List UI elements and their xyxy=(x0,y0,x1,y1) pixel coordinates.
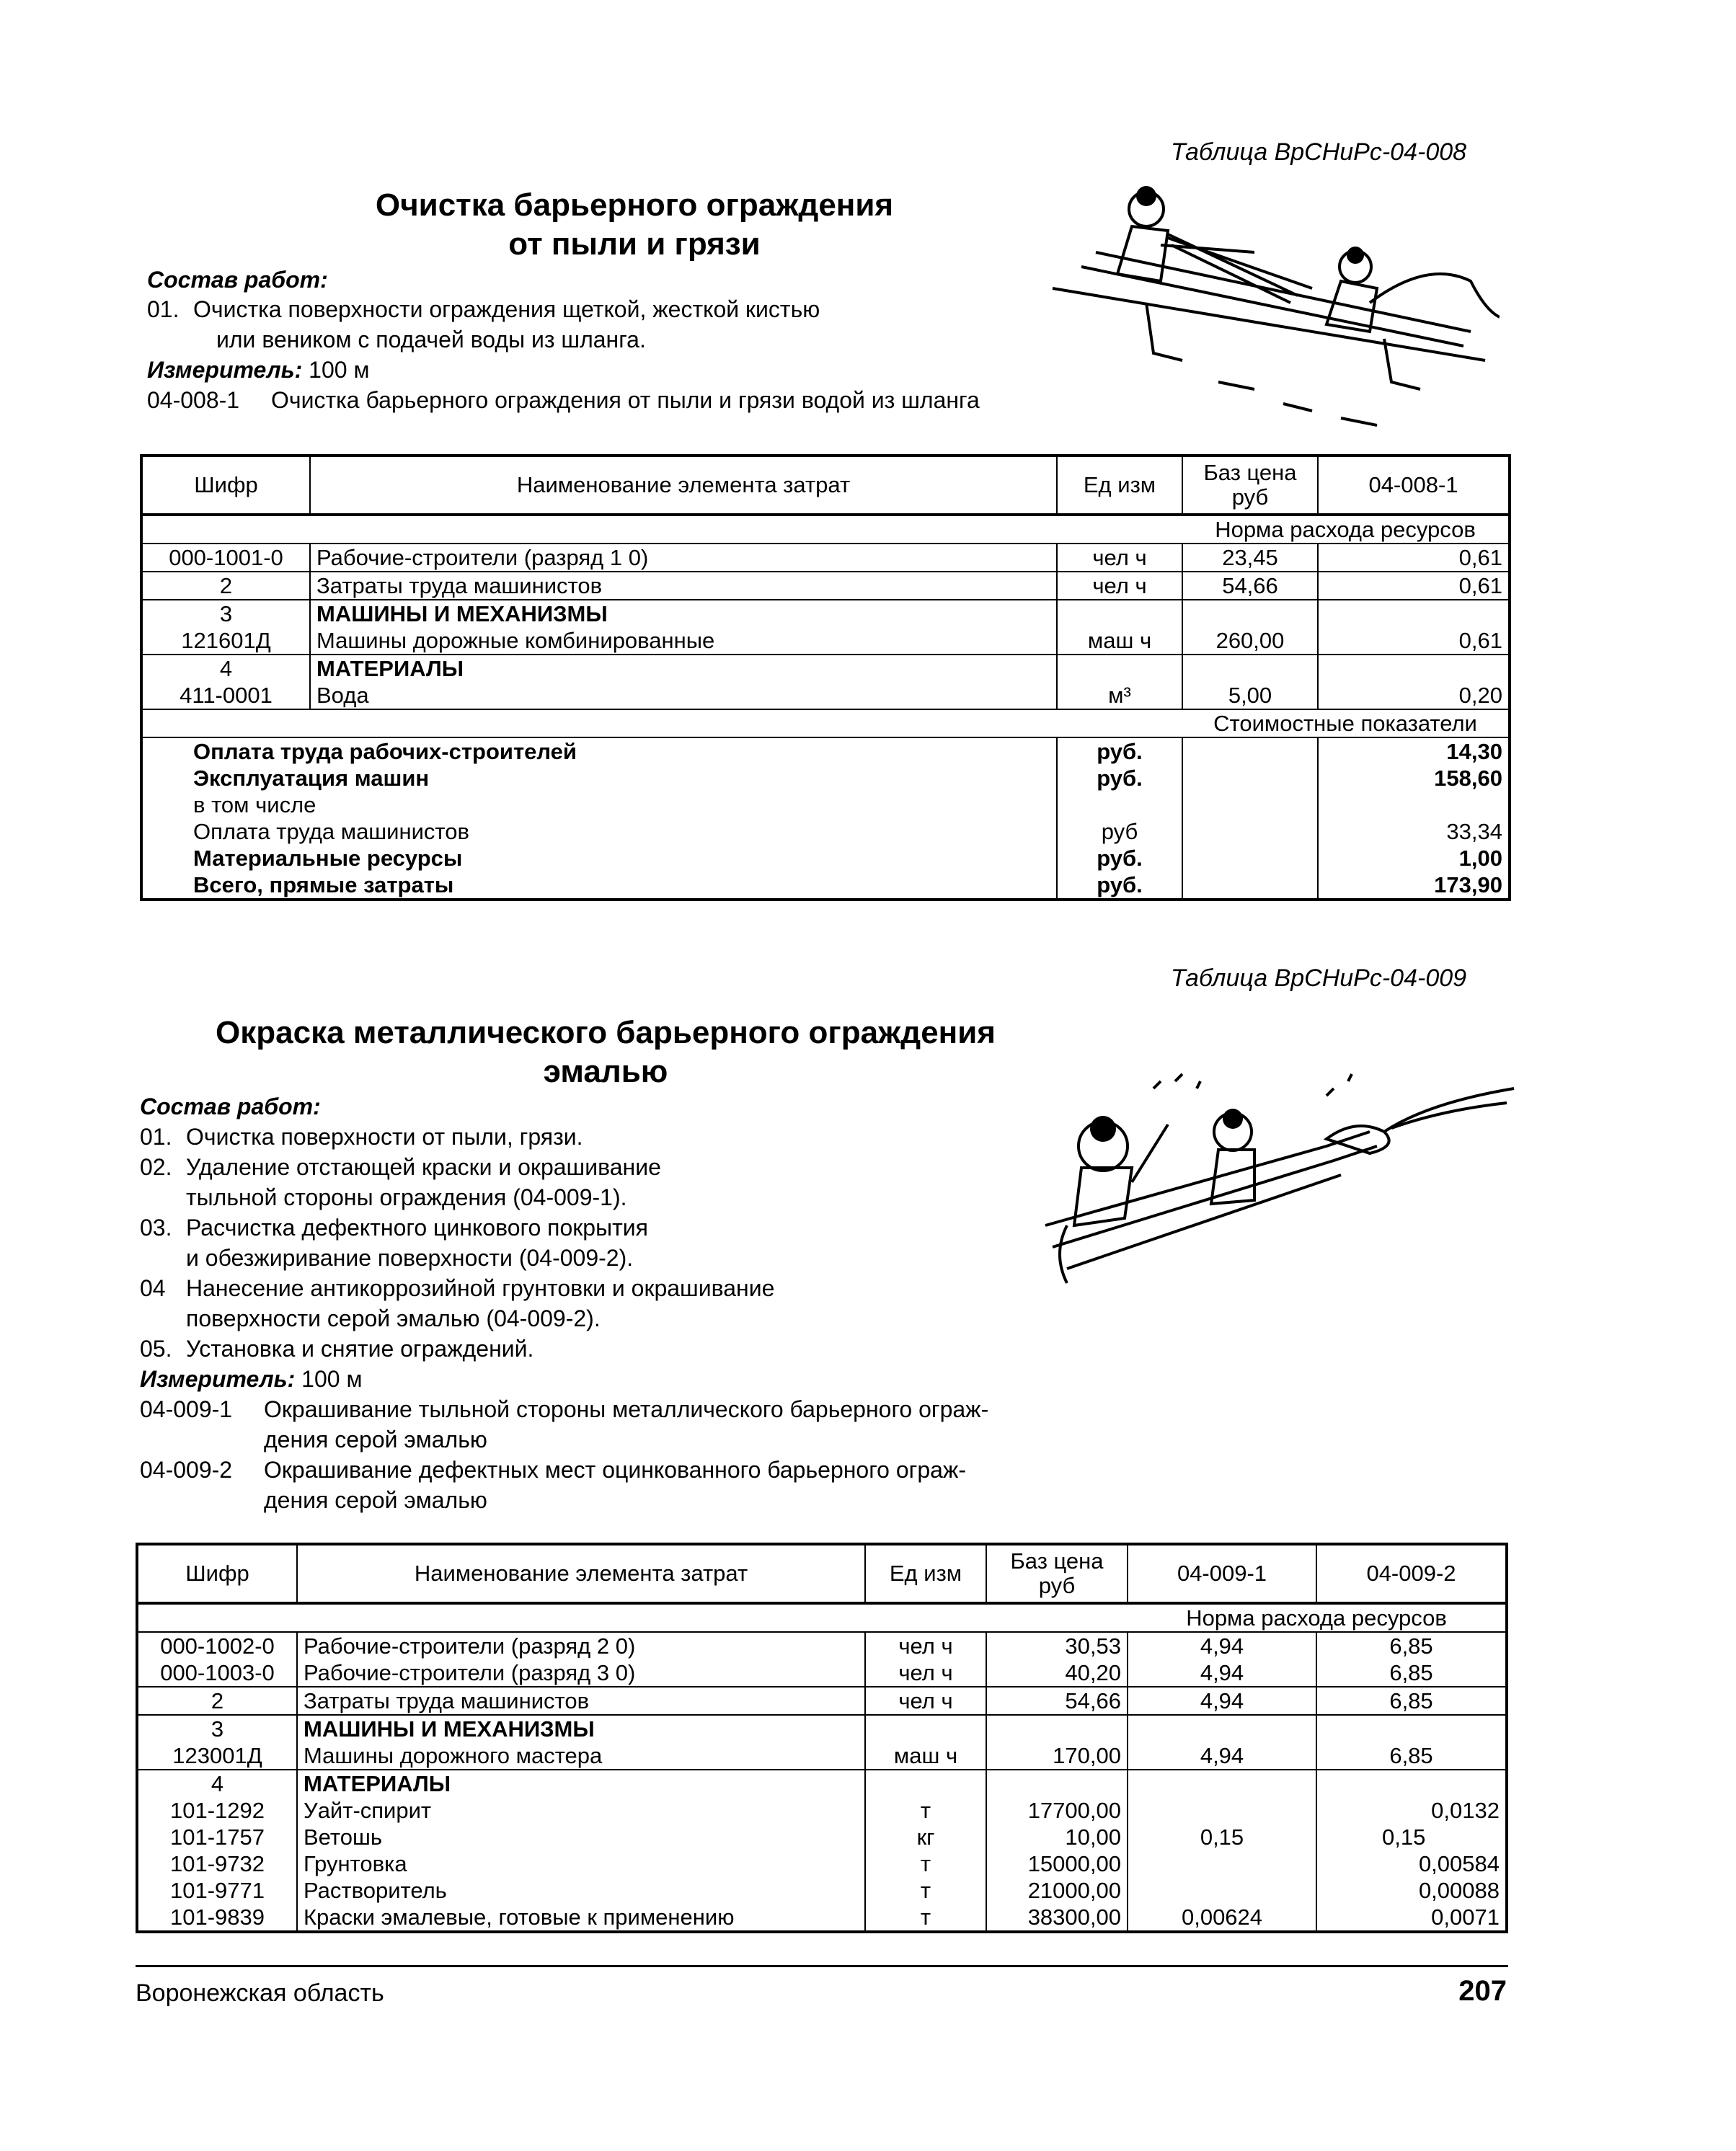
code-text: Окрашивание дефектных мест оцинкованного барьерного ограж- xyxy=(264,1457,966,1483)
cell-price: 21000,00 xyxy=(986,1877,1128,1904)
item-number: 01. xyxy=(140,1124,172,1150)
code-number: 04-008-1 xyxy=(147,387,240,413)
item-number: 03. xyxy=(140,1215,172,1241)
cell-name: Краски эмалевые, готовые к применению xyxy=(297,1904,865,1932)
cell-name: Машины дорожные комбинированные xyxy=(310,627,1057,655)
cost-name: Материальные ресурсы xyxy=(141,845,1057,872)
table-row xyxy=(141,572,1510,600)
header-cell: Ед изм xyxy=(865,1544,986,1603)
item-text: или веником с подачей воды из шланга. xyxy=(216,327,646,352)
item-text: поверхности серой эмалью (04-009-2). xyxy=(186,1305,601,1331)
cost-unit: руб. xyxy=(1057,845,1182,872)
cell-value: 0,20 xyxy=(1318,682,1510,709)
cell-code: 101-9771 xyxy=(137,1877,297,1904)
code-text: дения серой эмалью xyxy=(264,1427,487,1453)
cell-value: 0,15 xyxy=(1128,1824,1316,1850)
cost-table-2 xyxy=(136,1543,1508,1933)
cell-value: 6,85 xyxy=(1316,1742,1507,1770)
cell-value: 0,00584 xyxy=(1316,1850,1507,1877)
cell-code: 4 xyxy=(137,1770,297,1797)
cost-name: Оплата труда машинистов xyxy=(141,818,1057,845)
cell-value: 6,85 xyxy=(1316,1687,1507,1715)
item-text: тыльной стороны ограждения (04-009-1). xyxy=(186,1184,627,1210)
cell-value: 4,94 xyxy=(1128,1632,1316,1659)
item-text: Установка и снятие ограждений. xyxy=(186,1336,534,1362)
cell-code: 000-1002-0 xyxy=(137,1632,297,1659)
cell-unit: т xyxy=(865,1877,986,1904)
cost-name: Эксплуатация машин xyxy=(141,765,1057,791)
table-row xyxy=(141,845,1510,872)
title-line: Очистка барьерного ограждения xyxy=(375,187,894,223)
code-number: 04-009-1 xyxy=(140,1396,233,1422)
page-number: 207 xyxy=(1458,1975,1507,2007)
title-line: эмалью xyxy=(543,1054,668,1089)
cell-value xyxy=(1128,1877,1316,1904)
table-row xyxy=(141,600,1510,627)
item-text: Удаление отстающей краски и окрашивание xyxy=(186,1154,661,1180)
table-row xyxy=(141,627,1510,655)
cell-value: 0,61 xyxy=(1318,572,1510,600)
cell-name: МАТЕРИАЛЫ xyxy=(310,655,1057,682)
meter-value: 100 м xyxy=(309,357,370,383)
code-text: дения серой эмалью xyxy=(264,1487,487,1513)
item-number: 04 xyxy=(140,1275,166,1301)
table-row xyxy=(141,544,1510,572)
cost-table-1 xyxy=(140,454,1511,901)
cell-name: Рабочие-строители (разряд 2 0) xyxy=(297,1632,865,1659)
cost-unit: руб. xyxy=(1057,765,1182,791)
table-caption: Таблица ВрСНиРс-04-009 xyxy=(1171,964,1467,992)
cell-value xyxy=(1128,1850,1316,1877)
cost-value: 158,60 xyxy=(1318,765,1510,791)
item-text: Расчистка дефектного цинкового покрытия xyxy=(186,1215,648,1241)
cell-price: 30,53 xyxy=(986,1632,1128,1659)
table-row xyxy=(137,1877,1507,1904)
cell-name: Грунтовка xyxy=(297,1850,865,1877)
cell-unit: чел ч xyxy=(1057,544,1182,572)
section-header: Стоимостные показатели xyxy=(1182,709,1510,737)
cell-unit: м³ xyxy=(1057,682,1182,709)
meter-label: Измеритель: xyxy=(147,357,303,383)
header-cell: 04-009-1 xyxy=(1128,1544,1316,1603)
cell-price: 54,66 xyxy=(1182,572,1318,600)
cell-unit: маш ч xyxy=(1057,627,1182,655)
cell-unit: чел ч xyxy=(1057,572,1182,600)
cell-unit: т xyxy=(865,1904,986,1932)
cell-price: 40,20 xyxy=(986,1659,1128,1687)
cell-price: 17700,00 xyxy=(986,1797,1128,1824)
table-row xyxy=(141,765,1510,791)
cell-price: 38300,00 xyxy=(986,1904,1128,1932)
header-cell: Баз цена руб xyxy=(986,1544,1128,1603)
cost-unit: руб xyxy=(1057,818,1182,845)
cost-value: 173,90 xyxy=(1318,872,1510,900)
cell-code: 121601Д xyxy=(141,627,310,655)
cell-name: Затраты труда машинистов xyxy=(310,572,1057,600)
cell-price: 260,00 xyxy=(1182,627,1318,655)
table-row xyxy=(141,682,1510,709)
cell-code: 2 xyxy=(141,572,310,600)
cell-name: Вода xyxy=(310,682,1057,709)
cost-value: 14,30 xyxy=(1318,737,1510,765)
composition-label: Состав работ: xyxy=(140,1094,321,1119)
cell-price: 170,00 xyxy=(986,1742,1128,1770)
table-row xyxy=(137,1797,1507,1824)
section-title xyxy=(274,186,995,264)
cell-code: 411-0001 xyxy=(141,682,310,709)
cell-code: 4 xyxy=(141,655,310,682)
item-text: Очистка поверхности ограждения щеткой, жесткой кистью xyxy=(193,296,820,322)
composition-label: Состав работ: xyxy=(147,267,328,293)
cell-value: 6,85 xyxy=(1316,1632,1507,1659)
cost-unit: руб. xyxy=(1057,872,1182,900)
cell-code: 3 xyxy=(137,1715,297,1742)
header-cell: Баз цена руб xyxy=(1182,456,1318,515)
code-number: 04-009-2 xyxy=(140,1457,233,1483)
header-cell: 04-009-2 xyxy=(1316,1544,1507,1603)
section-title xyxy=(144,1014,1067,1091)
washing-illustration xyxy=(1038,166,1500,433)
cell-name: Растворитель xyxy=(297,1877,865,1904)
cell-name: МАШИНЫ И МЕХАНИЗМЫ xyxy=(297,1715,865,1742)
cost-name: Оплата труда рабочих-строителей xyxy=(141,737,1057,765)
cost-value: 1,00 xyxy=(1318,845,1510,872)
header-cell: 04-008-1 xyxy=(1318,456,1510,515)
cell-value: 0,0071 xyxy=(1316,1904,1507,1932)
cell-price: 54,66 xyxy=(986,1687,1128,1715)
table-row xyxy=(141,872,1510,900)
cell-unit: т xyxy=(865,1797,986,1824)
cell-unit: т xyxy=(865,1850,986,1877)
cell-price: 10,00 xyxy=(986,1824,1128,1850)
table-row xyxy=(141,791,1510,818)
item-text: Нанесение антикоррозийной грунтовки и окрашивание xyxy=(186,1275,775,1301)
table-row xyxy=(137,1659,1507,1687)
cell-price: 15000,00 xyxy=(986,1850,1128,1877)
cell-name: Ветошь xyxy=(297,1824,865,1850)
cost-name: Всего, прямые затраты xyxy=(141,872,1057,900)
cell-value: 4,94 xyxy=(1128,1742,1316,1770)
code-text: Окрашивание тыльной стороны металлического барьерного ограж- xyxy=(264,1396,989,1422)
section-header: Норма расхода ресурсов xyxy=(1128,1603,1507,1632)
header-cell: Наименование элемента затрат xyxy=(297,1544,865,1603)
cell-code: 3 xyxy=(141,600,310,627)
cell-name: Рабочие-строители (разряд 3 0) xyxy=(297,1659,865,1687)
header-cell: Ед изм xyxy=(1057,456,1182,515)
cell-price: 5,00 xyxy=(1182,682,1318,709)
cost-name: в том числе xyxy=(141,791,1057,818)
title-line: Окраска металлического барьерного ограждения xyxy=(216,1015,996,1050)
table-row xyxy=(141,737,1510,765)
cell-value: 0,61 xyxy=(1318,627,1510,655)
table-row xyxy=(137,1632,1507,1659)
cell-code: 101-1757 xyxy=(137,1824,297,1850)
cell-value xyxy=(1128,1797,1316,1824)
cell-name: Затраты труда машинистов xyxy=(297,1687,865,1715)
cost-unit: руб. xyxy=(1057,737,1182,765)
table-row xyxy=(137,1770,1507,1797)
header-cell: Шифр xyxy=(141,456,310,515)
section-header: Норма расхода ресурсов xyxy=(1182,515,1510,544)
table-row xyxy=(137,1850,1507,1877)
cell-code: 2 xyxy=(137,1687,297,1715)
table-row xyxy=(137,1904,1507,1932)
footer-divider xyxy=(136,1965,1508,1967)
cell-name: Рабочие-строители (разряд 1 0) xyxy=(310,544,1057,572)
cell-value: 4,94 xyxy=(1128,1659,1316,1687)
cell-value: 0,0132 xyxy=(1316,1797,1507,1824)
cell-unit: кг xyxy=(865,1824,986,1850)
cell-code: 123001Д xyxy=(137,1742,297,1770)
table-row xyxy=(141,655,1510,682)
table-row xyxy=(137,1715,1507,1742)
table-row xyxy=(137,1687,1507,1715)
item-text: и обезжиривание поверхности (04-009-2). xyxy=(186,1245,634,1271)
header-cell: Наименование элемента затрат xyxy=(310,456,1057,515)
cell-price: 23,45 xyxy=(1182,544,1318,572)
cell-unit: чел ч xyxy=(865,1632,986,1659)
cell-name: Уайт-спирит xyxy=(297,1797,865,1824)
cell-value: 0,00624 xyxy=(1128,1904,1316,1932)
cell-name: МАШИНЫ И МЕХАНИЗМЫ xyxy=(310,600,1057,627)
meter-value: 100 м xyxy=(301,1366,363,1392)
table-caption: Таблица ВрСНиРс-04-008 xyxy=(1171,138,1467,166)
cell-value: 6,85 xyxy=(1316,1659,1507,1687)
cost-value: 33,34 xyxy=(1318,818,1510,845)
cell-name: МАТЕРИАЛЫ xyxy=(297,1770,865,1797)
cell-code: 101-9732 xyxy=(137,1850,297,1877)
cell-name: Машины дорожного мастера xyxy=(297,1742,865,1770)
item-number: 02. xyxy=(140,1154,172,1180)
table-row xyxy=(137,1824,1507,1850)
table-row xyxy=(141,818,1510,845)
cell-code: 000-1003-0 xyxy=(137,1659,297,1687)
cell-code: 101-9839 xyxy=(137,1904,297,1932)
cell-value: 0,00088 xyxy=(1316,1877,1507,1904)
cell-unit: чел ч xyxy=(865,1687,986,1715)
header-cell: Шифр xyxy=(137,1544,297,1603)
cell-value: 0,61 xyxy=(1318,544,1510,572)
cell-code: 101-1292 xyxy=(137,1797,297,1824)
cell-code: 000-1001-0 xyxy=(141,544,310,572)
item-number: 01. xyxy=(147,296,180,322)
cell-unit: маш ч xyxy=(865,1742,986,1770)
footer-region: Воронежская область xyxy=(136,1979,384,2007)
code-text: Очистка барьерного ограждения от пыли и грязи водой из шланга xyxy=(271,387,980,413)
item-number: 05. xyxy=(140,1336,172,1362)
table-row xyxy=(137,1742,1507,1770)
cell-value: 4,94 xyxy=(1128,1687,1316,1715)
cell-value: 0,15 xyxy=(1316,1824,1507,1850)
meter-label: Измеритель: xyxy=(140,1366,296,1392)
title-line: от пыли и грязи xyxy=(508,226,761,262)
item-text: Очистка поверхности от пыли, грязи. xyxy=(186,1124,583,1150)
cell-unit: чел ч xyxy=(865,1659,986,1687)
